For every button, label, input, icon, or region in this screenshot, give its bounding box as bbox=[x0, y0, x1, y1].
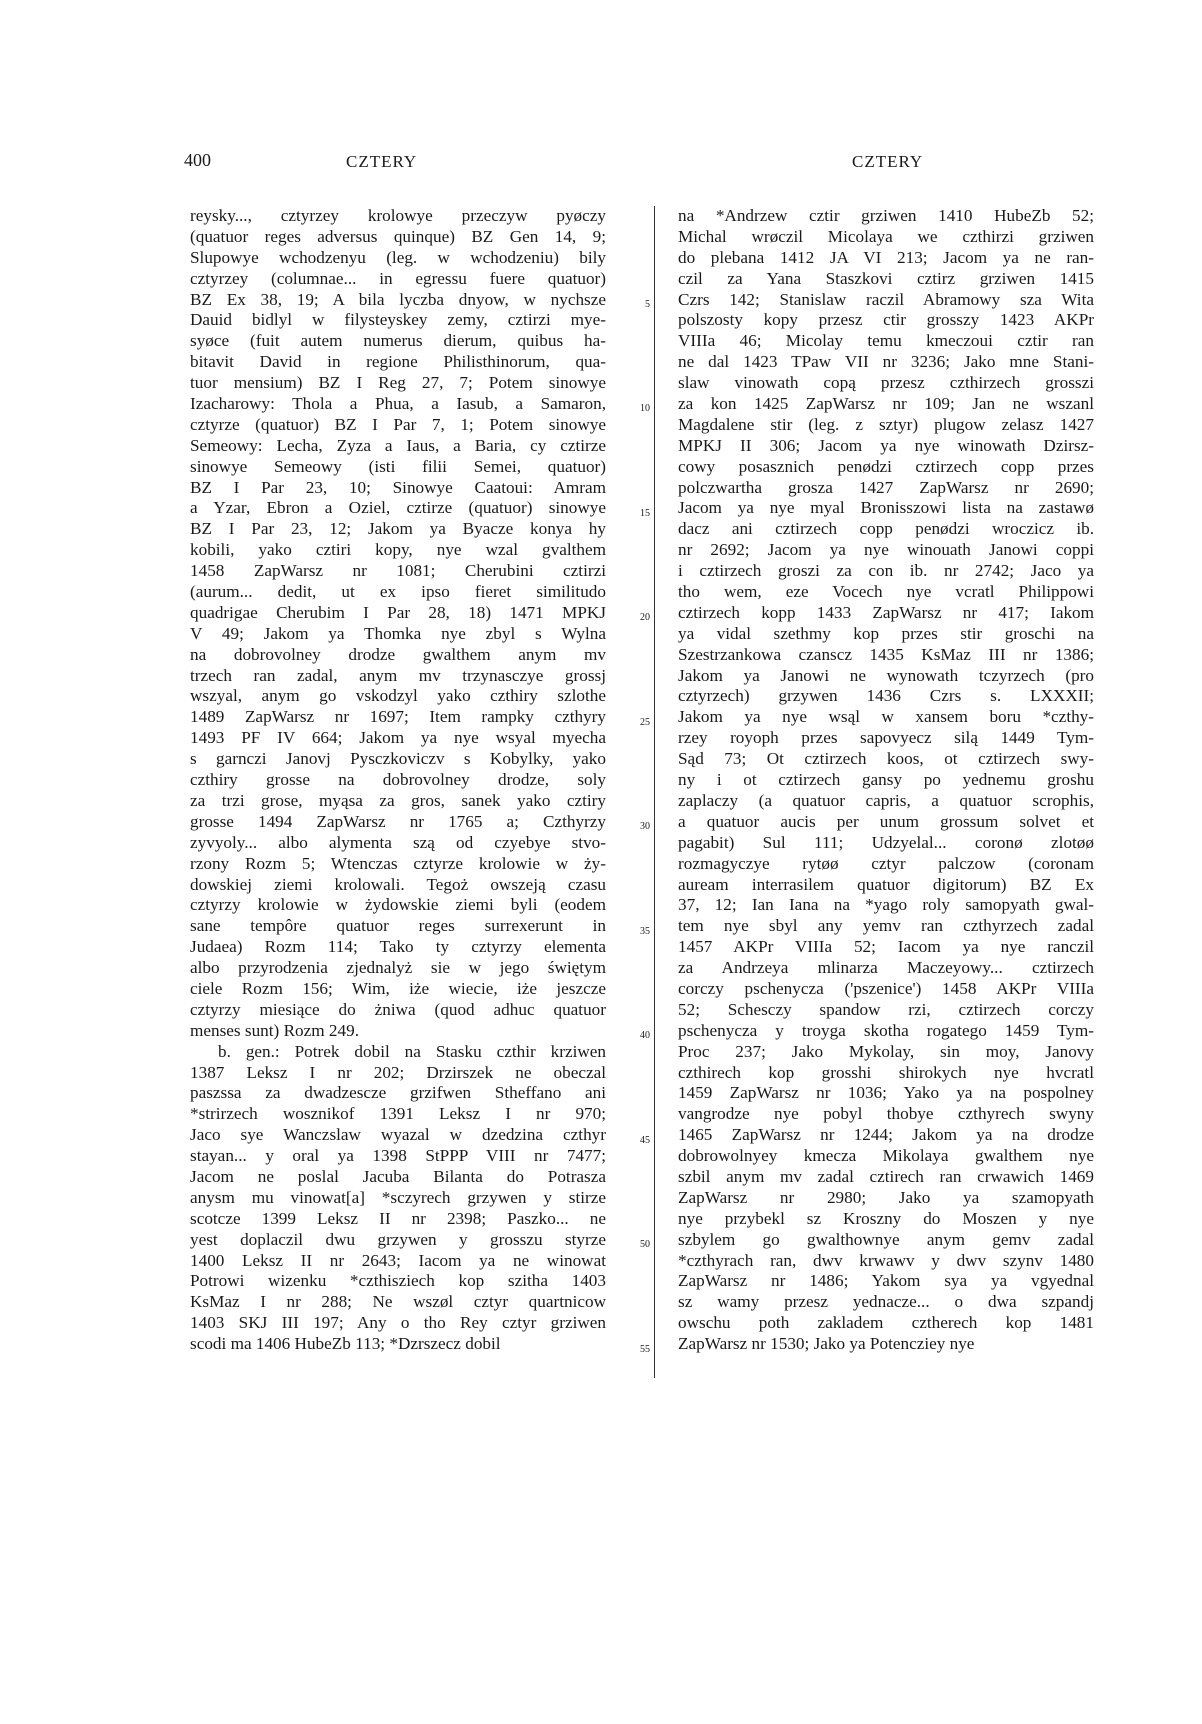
text-line: cztirzech kopp 1433 ZapWarsz nr 417; Iakom bbox=[678, 602, 1094, 622]
text-line: dowskiej ziemi krolowali. Tegoż owszeją czasu bbox=[190, 874, 606, 894]
text-line: cztyrzech) grzywen 1436 Czrs s. LXXXII; bbox=[678, 686, 1094, 706]
running-head-left: CZTERY bbox=[346, 152, 418, 171]
text-line: *czthyrach ran, dwv krwawv y dwv szynv 1480 bbox=[678, 1250, 1094, 1270]
running-head-right: CZTERY bbox=[852, 152, 924, 171]
text-line: polszosty kopy przesz ctir grosszy 1423 AKPr bbox=[678, 310, 1094, 330]
page-number: 400 bbox=[184, 150, 211, 170]
text-line: a quatuor aucis per unum grossum solvet et bbox=[678, 811, 1094, 831]
line-number: 40 bbox=[640, 1030, 650, 1042]
text-line: Jacom ne poslal Jacuba Bilanta do Potrasza bbox=[190, 1166, 606, 1186]
text-line: Jaco sye Wanczslaw wyazal w dzedzina czthyr bbox=[190, 1125, 606, 1145]
text-line: 1400 Leksz II nr 2643; Iacom ya ne winowat bbox=[190, 1250, 606, 1270]
text-line: MPKJ II 306; Jacom ya nye winowath Dzirsz- bbox=[678, 435, 1094, 455]
text-line: s garnczi Janovj Pysczkoviczv s Kobylky, yako bbox=[190, 749, 606, 769]
text-line: corczy pschenycza ('pszenice') 1458 AKPr VIIIa bbox=[678, 978, 1094, 998]
text-line: za trzi grose, myąsa za gros, sanek yako cztiry bbox=[190, 790, 606, 810]
text-line: (aurum... dedit, ut ex ipso fieret similitudo bbox=[190, 582, 606, 602]
text-line: bitavit David in regione Philisthinorum, qua- bbox=[190, 352, 606, 372]
text-line: 1387 Leksz I nr 202; Drzirszek ne obeczal bbox=[190, 1062, 606, 1082]
text-line: 37, 12; Ian Iana na *yago roly samopyath gwal- bbox=[678, 895, 1094, 915]
text-line: cztyrze (quatuor) BZ I Par 7, 1; Potem sinowye bbox=[190, 414, 606, 434]
text-line: Magdalene stir (leg. z sztyr) plugow zelasz 1427 bbox=[678, 414, 1094, 434]
text-line: na *Andrzew cztir grziwen 1410 HubeZb 52; bbox=[678, 206, 1094, 225]
text-line: syøce (fuit autem numerus dierum, quibus ha- bbox=[190, 331, 606, 351]
text-line: Slupowye wchodzenyu (leg. w wchodzeniu) bily bbox=[190, 247, 606, 267]
text-line: czthiry grosse na dobrovolney drodze, soly bbox=[190, 770, 606, 790]
text-line: VIIIa 46; Micolay temu kmeczoui cztir ran bbox=[678, 331, 1094, 351]
text-line: 1465 ZapWarsz nr 1244; Jakom ya na drodze bbox=[678, 1125, 1094, 1145]
text-line: pagabit) Sul 111; Udzyelal... coronø zlotøø bbox=[678, 832, 1094, 852]
text-line: Jacom ya nye myal Bronisszowi lista na zastawø bbox=[678, 498, 1094, 518]
text-line: wszyal, anym go vskodzyl yako czthiry szlothe bbox=[190, 686, 606, 706]
text-line: 1457 AKPr VIIIa 52; Iacom ya nye ranczil bbox=[678, 937, 1094, 957]
text-line: sinowye Semeowy (isti filii Semei, quatuor) bbox=[190, 456, 606, 476]
text-line: reysky..., cztyrzey krolowye przeczyw pyøczy bbox=[190, 206, 606, 225]
text-line: rozmagyczye rytøø cztyr palczow (coronam bbox=[678, 853, 1094, 873]
text-line: slaw vinowath copą przesz czthirzech grosszi bbox=[678, 373, 1094, 393]
text-line: ne dal 1423 TPaw VII nr 3236; Jako mne Stani- bbox=[678, 352, 1094, 372]
text-line: Sąd 73; Ot cztirzech koos, ot cztirzech swy- bbox=[678, 749, 1094, 769]
text-line: tho wem, eze Vocech nye vcratl Philippowi bbox=[678, 582, 1094, 602]
text-line: tem nye sbyl any yemv ran czthyrzech zadal bbox=[678, 916, 1094, 936]
line-number: 20 bbox=[640, 612, 650, 624]
text-line: nr 2692; Jacom ya nye winouath Janowi coppi bbox=[678, 540, 1094, 560]
text-line: stayan... y oral ya 1398 StPPP VIII nr 7477; bbox=[190, 1146, 606, 1166]
text-line: zyvyoly... albo alymenta szą od czyebye stvo- bbox=[190, 832, 606, 852]
text-line: 1493 PF IV 664; Jakom ya nye wsyal myecha bbox=[190, 728, 606, 748]
text-line: ZapWarsz nr 1486; Yakom sya ya vgyednal bbox=[678, 1271, 1094, 1291]
text-line: KsMaz I nr 288; Ne wszøl cztyr quartnicow bbox=[190, 1292, 606, 1312]
line-number: 45 bbox=[640, 1134, 650, 1146]
text-line: V 49; Jakom ya Thomka nye zbyl s Wylna bbox=[190, 623, 606, 643]
line-number: 50 bbox=[640, 1239, 650, 1251]
text-line: cztyrzy miesiące do żniwa (quod adhuc quatuor bbox=[190, 999, 606, 1019]
text-line: ZapWarsz nr 2980; Jako ya szamopyath bbox=[678, 1187, 1094, 1207]
text-line: dobrowolnyey kmecza Mikolaya gwalthem nye bbox=[678, 1146, 1094, 1166]
text-line: b. gen.: Potrek dobil na Stasku czthir krziwen bbox=[218, 1041, 606, 1061]
text-line: zaplaczy (a quatuor capris, a quatuor scrophis, bbox=[678, 790, 1094, 810]
line-number: 15 bbox=[640, 507, 650, 519]
text-line: scotcze 1399 Leksz II nr 2398; Paszko... ne bbox=[190, 1208, 606, 1228]
text-line: cztyrzy krolowie w żydowskie ziemi byli (eodem bbox=[190, 895, 606, 915]
text-line: Jakom ya Janowi ne wynowath tczyrzech (pro bbox=[678, 665, 1094, 685]
text-line: BZ I Par 23, 12; Jakom ya Byacze konya hy bbox=[190, 519, 606, 539]
text-line: quadrigae Cherubim I Par 28, 18) 1471 MPKJ bbox=[190, 602, 606, 622]
text-line: *strirzech wosznikof 1391 Leksz I nr 970; bbox=[190, 1104, 606, 1124]
left-column bbox=[190, 206, 606, 1355]
text-line: a Yzar, Ebron a Oziel, cztirze (quatuor) sinowye bbox=[190, 498, 606, 518]
text-line: Czrs 142; Stanislaw raczil Abramowy sza Wita bbox=[678, 289, 1094, 309]
text-line: albo przyrodzenia zjednalyż sie w jego świętym bbox=[190, 958, 606, 978]
text-line: Semeowy: Lecha, Zyza a Iaus, a Baria, cy cztirze bbox=[190, 435, 606, 455]
text-line: ny i ot cztirzech gansy po yednemu groshu bbox=[678, 770, 1094, 790]
text-line: pschenycza y troyga skotha rogatego 1459 Tym- bbox=[678, 1020, 1094, 1040]
line-number: 10 bbox=[640, 403, 650, 415]
right-column bbox=[678, 206, 1094, 1355]
text-line: Michal wrøczil Micolaya we czthirzi grziwen bbox=[678, 226, 1094, 246]
text-line: dacz ani cztirzech copp penødzi wroczicz ib. bbox=[678, 519, 1094, 539]
text-line: BZ I Par 23, 10; Sinowye Caatoui: Amram bbox=[190, 477, 606, 497]
column-divider bbox=[654, 206, 655, 1378]
text-line: Judaea) Rozm 114; Tako ty cztyrzy elementa bbox=[190, 937, 606, 957]
text-line: ya vidal szethmy kop przes stir groschi na bbox=[678, 623, 1094, 643]
page-header bbox=[0, 150, 1202, 180]
text-line: cztyrzey (columnae... in egressu fuere quatuor) bbox=[190, 268, 606, 288]
text-line: Izacharowy: Thola a Phua, a Iasub, a Samaron, bbox=[190, 394, 606, 414]
text-line: cowy posasznich penødzi cztirzech copp przes bbox=[678, 456, 1094, 476]
text-line: Jakom ya nye wsąl w xansem boru *czthy- bbox=[678, 707, 1094, 727]
text-line: kobili, yako cztiri kopy, nye wzal gvalthem bbox=[190, 540, 606, 560]
text-line: 1458 ZapWarsz nr 1081; Cherubini cztirzi bbox=[190, 561, 606, 581]
text-line: grosse 1494 ZapWarsz nr 1765 a; Czthyrzy bbox=[190, 811, 606, 831]
text-line: owschu poth zakladem cztherech kop 1481 bbox=[678, 1313, 1094, 1333]
text-line: 1489 ZapWarsz nr 1697; Item rampky czthyry bbox=[190, 707, 606, 727]
text-line: BZ Ex 38, 19; A bila lyczba dnyow, w nychsze bbox=[190, 289, 606, 309]
text-line: do plebana 1412 JA VI 213; Jacom ya ne ran- bbox=[678, 247, 1094, 267]
text-line: ciele Rozm 156; Wim, iże wiecie, iże jeszcze bbox=[190, 978, 606, 998]
text-line: 52; Schesczy spandow rzi, cztirzech corczy bbox=[678, 999, 1094, 1019]
text-line: szbil anym mv zadal cztirech ran crwawich 1469 bbox=[678, 1166, 1094, 1186]
text-line: Dauid bidlyl w filysteyskey zemy, cztirzi mye- bbox=[190, 310, 606, 330]
text-line: Szestrzankowa czanscz 1435 KsMaz III nr 1386; bbox=[678, 644, 1094, 664]
text-line: czil za Yana Staszkovi cztirz grziwen 1415 bbox=[678, 268, 1094, 288]
text-line: Proc 237; Jako Mykolay, sin moy, Janovy bbox=[678, 1041, 1094, 1061]
line-number: 35 bbox=[640, 925, 650, 937]
text-line: polczwartha grosza 1427 ZapWarsz nr 2690; bbox=[678, 477, 1094, 497]
text-line: paszssa za dwadzescze grzifwen Stheffano ani bbox=[190, 1083, 606, 1103]
text-line: Potrowi wizenku *czthisziech kop szitha 1403 bbox=[190, 1271, 606, 1291]
text-line: rzony Rozm 5; Wtenczas cztyrze krolowie w ży- bbox=[190, 853, 606, 873]
text-line: za Andrzeya mlinarza Maczeyowy... cztirzech bbox=[678, 958, 1094, 978]
text-line: nye przybekl sz Kroszny do Moszen y nye bbox=[678, 1208, 1094, 1228]
text-line: scodi ma 1406 HubeZb 113; *Dzrszecz dobil bbox=[190, 1334, 501, 1354]
text-line: tuor mensium) BZ I Reg 27, 7; Potem sinowye bbox=[190, 373, 606, 393]
text-line: i cztirzech groszi za con ib. nr 2742; Jaco ya bbox=[678, 561, 1094, 581]
text-line: (quatuor reges adversus quinque) BZ Gen 14, 9; bbox=[190, 226, 606, 246]
text-line: 1459 ZapWarsz nr 1036; Yako ya na pospolney bbox=[678, 1083, 1094, 1103]
line-number: 30 bbox=[640, 821, 650, 833]
text-line: sane tempôre quatuor reges surrexerunt in bbox=[190, 916, 606, 936]
text-line: 1403 SKJ III 197; Any o tho Rey cztyr grziwen bbox=[190, 1313, 606, 1333]
text-line: sz wamy przesz yednacze... o dwa szpandj bbox=[678, 1292, 1094, 1312]
text-line: yest doplaczil dwu grzywen y grosszu styrze bbox=[190, 1229, 606, 1249]
line-number: 5 bbox=[645, 298, 650, 310]
text-line: auream interrasilem quatuor digitorum) BZ Ex bbox=[678, 874, 1094, 894]
text-line: czthirech kop grosshi shirokych nye hvcratl bbox=[678, 1062, 1094, 1082]
line-number: 55 bbox=[640, 1343, 650, 1355]
text-line: ZapWarsz nr 1530; Jako ya Potencziey nye bbox=[678, 1334, 975, 1354]
text-line: trzech ran zadal, anym mv trzynasczye grossj bbox=[190, 665, 606, 685]
text-line: rzey royoph przes sapovyecz silą 1449 Tym- bbox=[678, 728, 1094, 748]
line-number: 25 bbox=[640, 716, 650, 728]
text-line: menses sunt) Rozm 249. bbox=[190, 1020, 359, 1040]
text-line: vangrodze nye pobyl thobye czthyrech swyny bbox=[678, 1104, 1094, 1124]
text-line: na dobrovolney drodze gwalthem anym mv bbox=[190, 644, 606, 664]
text-line: anysm mu vinowat[a] *sczyrech grzywen y stirze bbox=[190, 1187, 606, 1207]
text-line: szbylem go gwalthownye anym gemv zadal bbox=[678, 1229, 1094, 1249]
text-line: za kon 1425 ZapWarsz nr 109; Jan ne wszanl bbox=[678, 394, 1094, 414]
